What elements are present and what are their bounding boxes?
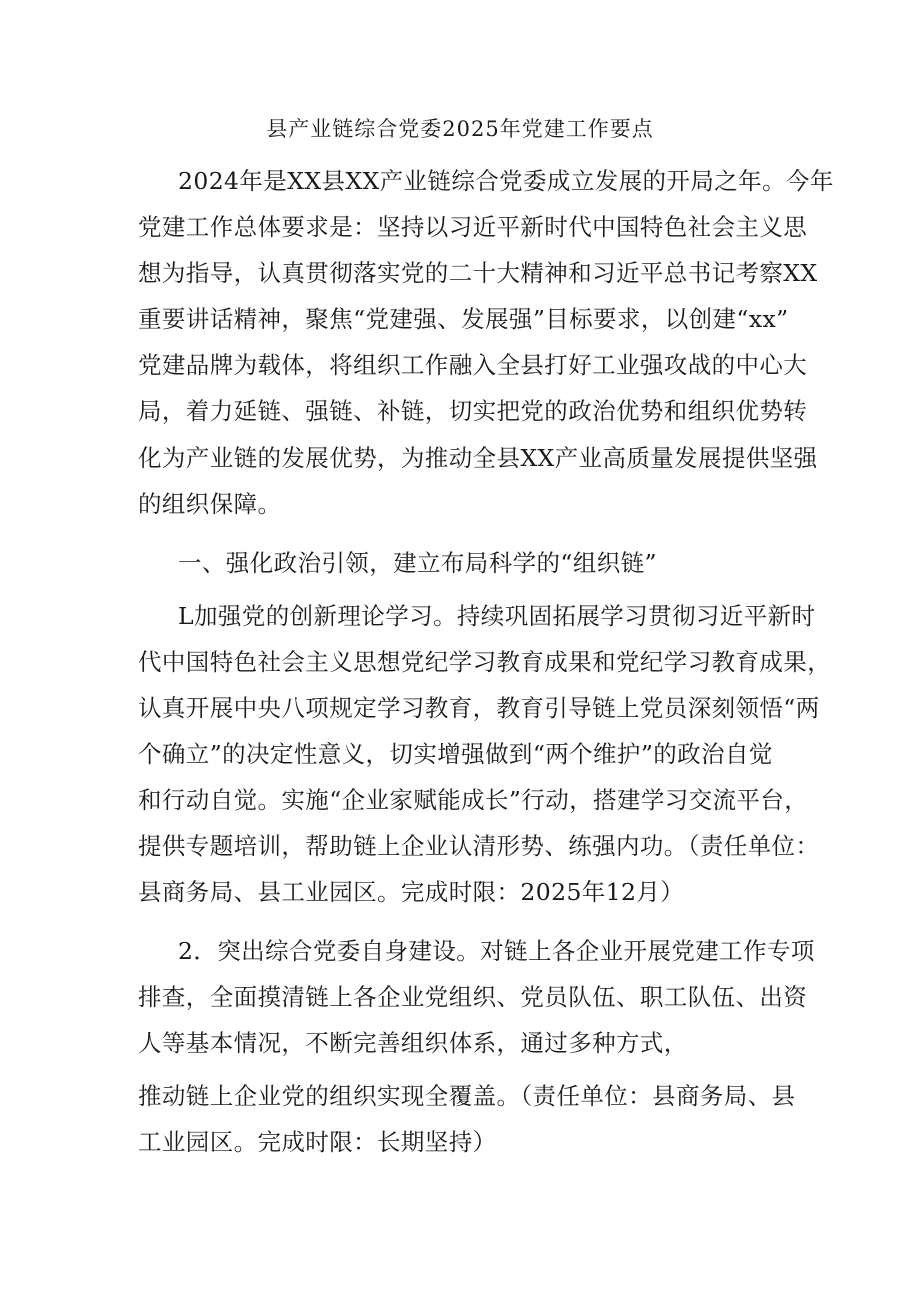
item-1-line-6: 提供专题培训，帮助链上企业认清形势、练强内功。（责任单位： bbox=[138, 832, 820, 860]
intro-line-1: 2024年是XX县XX产业链综合党委成立发展的开局之年。今年 bbox=[178, 167, 834, 195]
item-1-line-2: 代中国特色社会主义思想党纪学习教育成果和党纪学习教育成果， bbox=[138, 648, 832, 676]
item-2-line-5: 工业园区。完成时限：长期坚持） bbox=[138, 1128, 497, 1156]
item-1-line-1: L加强党的创新理论学习。持续巩固拓展学习贯彻习近平新时 bbox=[178, 602, 816, 630]
intro-line-3: 想为指导，认真贯彻落实党的二十大精神和习近平总书记考察XX bbox=[138, 259, 818, 287]
item-1-line-7: 县商务局、县工业园区。完成时限：2025年12月） bbox=[138, 878, 685, 906]
item-2-line-2: 排查，全面摸清链上各企业党组织、党员队伍、职工队伍、出资 bbox=[138, 983, 808, 1011]
item-2-line-3: 人等基本情况，不断完善组织体系，通过多种方式， bbox=[138, 1029, 688, 1057]
intro-line-7: 化为产业链的发展优势，为推动全县XX产业高质量发展提供坚强 bbox=[138, 444, 818, 472]
item-2-line-1: 2．突出综合党委自身建设。对链上各企业开展党建工作专项 bbox=[178, 937, 815, 965]
item-1-line-5: 和行动自觉。实施“企业家赋能成长”行动，搭建学习交流平台， bbox=[138, 786, 809, 814]
item-2-line-4: 推动链上企业党的组织实现全覆盖。（责任单位：县商务局、县 bbox=[138, 1082, 796, 1110]
intro-line-8: 的组织保障。 bbox=[138, 490, 282, 518]
intro-line-6: 局，着力延链、强链、补链，切实把党的政治优势和组织优势转 bbox=[138, 397, 808, 425]
section-1-heading: 一、强化政治引领，建立布局科学的“组织链” bbox=[178, 549, 657, 577]
document-title: 县产业链综合党委2025年党建工作要点 bbox=[266, 117, 654, 141]
item-1-line-3: 认真开展中央八项规定学习教育，教育引导链上党员深刻领悟“两 bbox=[138, 694, 820, 722]
intro-line-2: 党建工作总体要求是：坚持以习近平新时代中国特色社会主义思 bbox=[138, 213, 808, 241]
intro-line-5: 党建品牌为载体，将组织工作融入全县打好工业强攻战的中心大 bbox=[138, 351, 808, 379]
intro-line-4: 重要讲话精神，聚焦“党建强、发展强”目标要求，以创建“xx” bbox=[138, 305, 789, 333]
item-1-line-4: 个确立”的决定性意义，切实增强做到“两个维护”的政治自觉 bbox=[138, 740, 773, 768]
